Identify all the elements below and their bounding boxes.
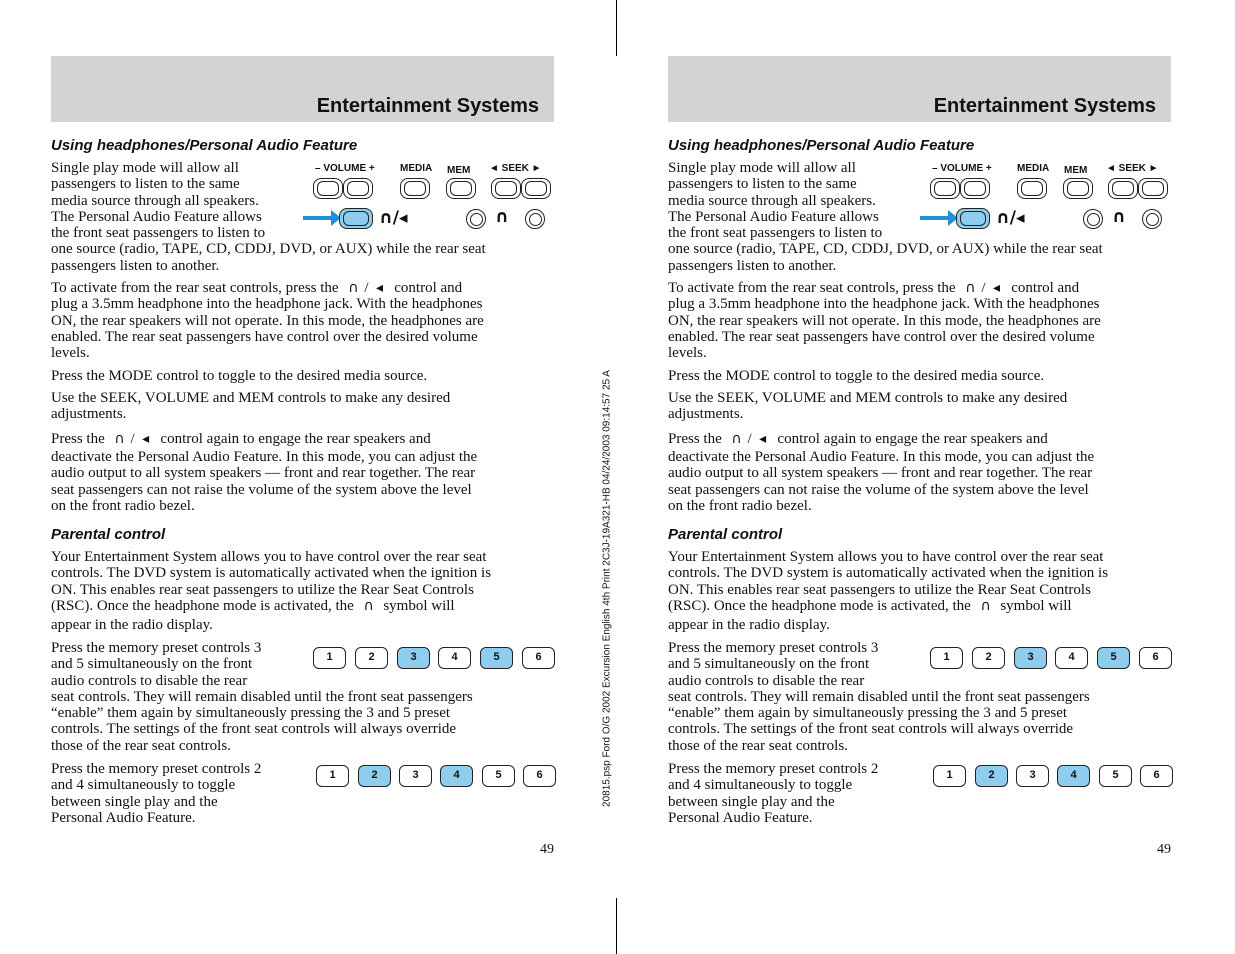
headphone-icon: ∩ (495, 207, 509, 227)
print-side-note: 20815.psp Ford O/G 2002 Excursion English 4th Print 2C3J-19A321-HB 04/24/2003 09:14:57 25 A (601, 370, 613, 807)
volume-label: – VOLUME + (932, 163, 992, 174)
preset-6-button[interactable]: 6 (522, 647, 555, 669)
preset-2-button[interactable]: 2 (358, 765, 391, 787)
media-button[interactable] (400, 178, 430, 199)
media-label: MEDIA (400, 163, 433, 174)
preset-1-button[interactable]: 1 (313, 647, 346, 669)
preset-4-button[interactable]: 4 (440, 765, 473, 787)
preset-6-button[interactable]: 6 (523, 765, 556, 787)
paragraph-mode: Press the MODE control to toggle to the desired media source. (668, 368, 1045, 384)
preset-6-button[interactable]: 6 (1139, 647, 1172, 669)
page-number: 49 (540, 842, 554, 857)
volume-down-button[interactable] (313, 178, 343, 199)
headphone-icon: ∩ (731, 431, 742, 447)
paragraph-toggle-single-play: Press the memory preset controls 2 and 4 simultaneously to toggle between single play and the Personal Audio Feature. (668, 761, 879, 826)
speaker-icon: ◂ (376, 280, 384, 296)
pointer-arrow-icon (303, 216, 333, 220)
radio-control-panel (313, 160, 558, 235)
preset-3-button[interactable]: 3 (397, 647, 430, 669)
volume-down-button[interactable] (930, 178, 960, 199)
mem-label: MEM (447, 165, 471, 176)
preset-1-button[interactable]: 1 (933, 765, 966, 787)
headphone-speaker-icon: ∩/◂ (996, 208, 1025, 228)
preset-5-button[interactable]: 5 (1097, 647, 1130, 669)
preset-row-2-4 (313, 765, 557, 787)
page-title: Entertainment Systems (316, 95, 539, 117)
left-page (51, 0, 554, 954)
headphone-icon: ∩ (114, 431, 125, 447)
preset-5-button[interactable]: 5 (482, 765, 515, 787)
preset-5-button[interactable]: 5 (1099, 765, 1132, 787)
paragraph-single-play: Single play mode will allow all passengers to listen to the same media source through all speakers. The Personal Audio Feature allows the front seat passengers to listen to one source (radio, TAPE, CD, CDDJ, DVD, or AUX) while the rear seat passengers listen to another. (668, 160, 1103, 274)
volume-up-button[interactable] (960, 178, 990, 199)
header-band (51, 56, 554, 122)
paragraph-disable-rear: Press the memory preset controls 3 and 5 simultaneously on the front audio controls to disable the rear seat controls. They will remain disabled until the front seat passengers “enable” them again by simultaneously pressing the 3 and 5 preset controls. The settings of the front seat controls will always override those of the rear seat controls. (51, 640, 473, 754)
volume-up-button[interactable] (343, 178, 373, 199)
preset-3-button[interactable]: 3 (1016, 765, 1049, 787)
speaker-icon: ◂ (993, 280, 1001, 296)
seek-back-button[interactable] (1108, 178, 1138, 199)
page-number: 49 (1157, 842, 1171, 857)
headphone-icon: ∩ (348, 280, 359, 296)
radio-control-panel (930, 160, 1175, 235)
headphone-icon: ∩ (980, 597, 991, 614)
header-band (668, 56, 1171, 122)
preset-2-button[interactable]: 2 (975, 765, 1008, 787)
mem-button[interactable] (446, 178, 476, 199)
seek-back-button[interactable] (491, 178, 521, 199)
preset-4-button[interactable]: 4 (438, 647, 471, 669)
preset-4-button[interactable]: 4 (1057, 765, 1090, 787)
pointer-arrow-icon (920, 216, 950, 220)
mem-label: MEM (1064, 165, 1088, 176)
preset-1-button[interactable]: 1 (316, 765, 349, 787)
mem-button[interactable] (1063, 178, 1093, 199)
preset-1-button[interactable]: 1 (930, 647, 963, 669)
paragraph-deactivate: Press the ∩ / ◂ control again to engage the rear speakers and deactivate the Personal Audio Feature. In this mode, you can adjust the audio output to all system speakers — front and rear together. The rear seat passengers can not raise the volume of the system above the level on the front radio bezel. (51, 431, 478, 514)
headphone-icon: ∩ (363, 597, 374, 614)
preset-row-2-4 (930, 765, 1174, 787)
speaker-icon: ◂ (142, 431, 150, 447)
section-heading-headphones: Using headphones/Personal Audio Feature (668, 137, 975, 154)
headphone-speaker-icon: ∩/◂ (379, 208, 408, 228)
preset-2-button[interactable]: 2 (972, 647, 1005, 669)
paragraph-deactivate: Press the ∩ / ◂ control again to engage the rear speakers and deactivate the Personal Audio Feature. In this mode, you can adjust the audio output to all system speakers — front and rear together. The rear seat passengers can not raise the volume of the system above the level on the front radio bezel. (668, 431, 1095, 514)
paragraph-seek: Use the SEEK, VOLUME and MEM controls to make any desired adjustments. (668, 390, 1068, 423)
seek-forward-button[interactable] (1138, 178, 1168, 199)
seek-label: ◄ SEEK ► (1106, 163, 1159, 174)
bottom-fold-rule (616, 898, 617, 954)
preset-4-button[interactable]: 4 (1055, 647, 1088, 669)
right-knob-icon (1142, 209, 1162, 229)
headphone-mode-button[interactable] (339, 208, 373, 229)
preset-6-button[interactable]: 6 (1140, 765, 1173, 787)
headphone-icon: ∩ (965, 280, 976, 296)
media-label: MEDIA (1017, 163, 1050, 174)
preset-5-button[interactable]: 5 (480, 647, 513, 669)
section-heading-parental: Parental control (51, 526, 166, 543)
paragraph-toggle-single-play: Press the memory preset controls 2 and 4 simultaneously to toggle between single play and the Personal Audio Feature. (51, 761, 262, 826)
paragraph-activate: To activate from the rear seat controls, press the ∩ / ◂ control and plug a 3.5mm headphone into the headphone jack. With the headphones ON, the rear speakers will not operate. In this mode, the headphones are enabled. The rear seat passengers have control over the desired volume levels. (668, 280, 1101, 362)
paragraph-parental: Your Entertainment System allows you to have control over the rear seat controls. The DVD system is automatically activated when the ignition is ON. This enables rear seat passengers to utilize the Rear Seat Controls (RSC). Once the headphone mode is activated, the ∩ symbol will appear in the radio display. (668, 549, 1109, 633)
seek-forward-button[interactable] (521, 178, 551, 199)
right-page (668, 0, 1171, 954)
speaker-icon: ◂ (759, 431, 767, 447)
left-knob-icon (1083, 209, 1103, 229)
section-heading-parental: Parental control (668, 526, 783, 543)
page-title: Entertainment Systems (933, 95, 1156, 117)
paragraph-seek: Use the SEEK, VOLUME and MEM controls to make any desired adjustments. (51, 390, 451, 423)
paragraph-mode: Press the MODE control to toggle to the desired media source. (51, 368, 428, 384)
paragraph-disable-rear: Press the memory preset controls 3 and 5 simultaneously on the front audio controls to disable the rear seat controls. They will remain disabled until the front seat passengers “enable” them again by simultaneously pressing the 3 and 5 preset controls. The settings of the front seat controls will always override those of the rear seat controls. (668, 640, 1090, 754)
right-knob-icon (525, 209, 545, 229)
preset-3-button[interactable]: 3 (399, 765, 432, 787)
section-heading-headphones: Using headphones/Personal Audio Feature (51, 137, 358, 154)
preset-3-button[interactable]: 3 (1014, 647, 1047, 669)
headphone-mode-button[interactable] (956, 208, 990, 229)
preset-2-button[interactable]: 2 (355, 647, 388, 669)
paragraph-single-play: Single play mode will allow all passengers to listen to the same media source through all speakers. The Personal Audio Feature allows the front seat passengers to listen to one source (radio, TAPE, CD, CDDJ, DVD, or AUX) while the rear seat passengers listen to another. (51, 160, 486, 274)
headphone-icon: ∩ (1112, 207, 1126, 227)
left-knob-icon (466, 209, 486, 229)
top-fold-rule (616, 0, 617, 56)
seek-label: ◄ SEEK ► (489, 163, 542, 174)
volume-label: – VOLUME + (315, 163, 375, 174)
paragraph-activate: To activate from the rear seat controls, press the ∩ / ◂ control and plug a 3.5mm headphone into the headphone jack. With the headphones ON, the rear speakers will not operate. In this mode, the headphones are enabled. The rear seat passengers have control over the desired volume levels. (51, 280, 484, 362)
media-button[interactable] (1017, 178, 1047, 199)
paragraph-parental: Your Entertainment System allows you to have control over the rear seat controls. The DVD system is automatically activated when the ignition is ON. This enables rear seat passengers to utilize the Rear Seat Controls (RSC). Once the headphone mode is activated, the ∩ symbol will appear in the radio display. (51, 549, 492, 633)
